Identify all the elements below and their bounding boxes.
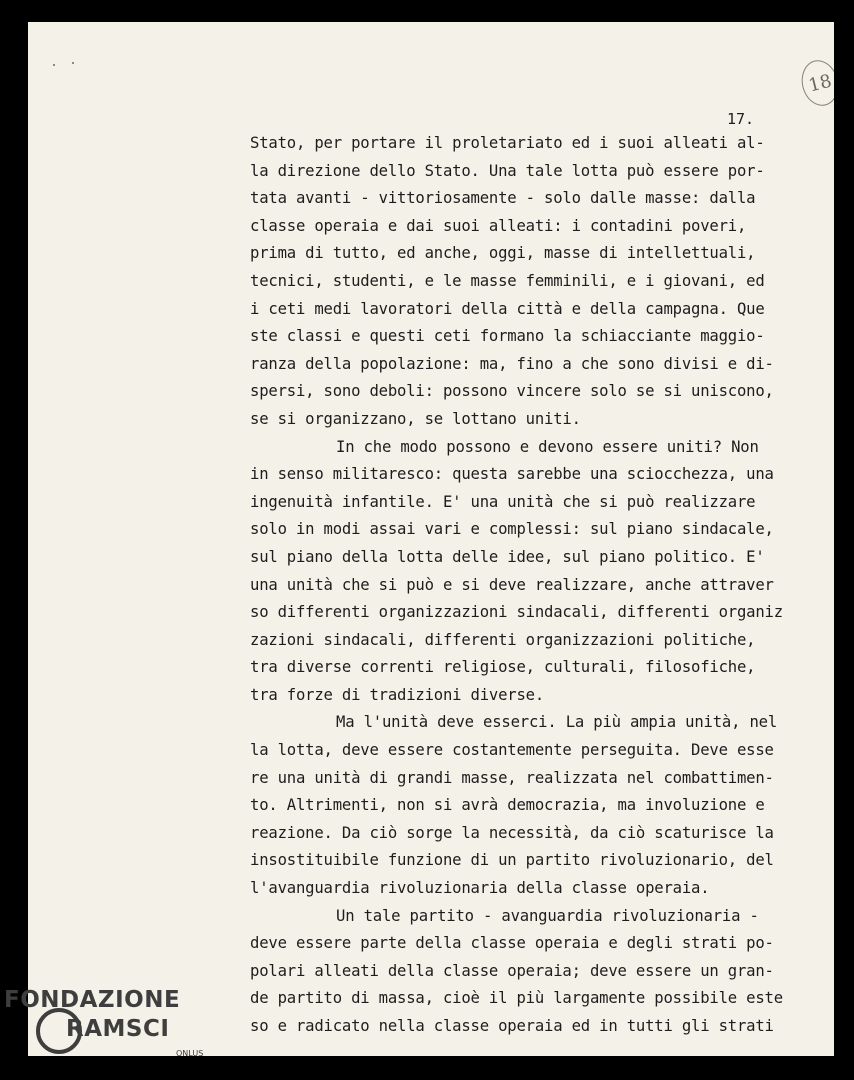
text-line: classe operaia e dai suoi alleati: i contadini poveri, — [250, 216, 747, 235]
text-line: Stato, per portare il proletariato ed i suoi alleati al- — [250, 134, 765, 152]
text-line: insostituibile funzione di un partito rivoluzionario, del — [250, 851, 774, 870]
text-line: i ceti medi lavoratori della città e della campagna. Que — [250, 299, 765, 318]
text-line: re una unità di grandi masse, realizzata nel combattimen- — [250, 768, 774, 787]
text-line: so differenti organizzazioni sindacali, differenti organiz — [250, 603, 783, 622]
watermark-onlus: ONLUS — [176, 1049, 204, 1058]
paper-speck — [72, 62, 74, 64]
text-line: prima di tutto, ed anche, oggi, masse di intellettuali, — [250, 244, 756, 263]
paragraph-start-line: Ma l'unità deve esserci. La più ampia unità, nel — [336, 713, 778, 732]
text-line: polari alleati della classe operaia; deve essere un gran- — [250, 961, 774, 980]
text-line: ste classi e questi ceti formano la schiacciante maggio- — [250, 327, 765, 346]
paragraph-start-line: Un tale partito - avanguardia rivoluzionaria - — [336, 906, 759, 925]
text-line: de partito di massa, cioè il più largamente possibile este — [250, 989, 783, 1008]
g-logo-icon — [36, 1008, 82, 1054]
text-line: la direzione dello Stato. Una tale lotta può essere por- — [250, 161, 765, 180]
text-line: zazioni sindacali, differenti organizzazioni politiche, — [250, 630, 756, 649]
text-line: deve essere parte della classe operaia e degli strati po- — [250, 934, 774, 953]
text-line: tra forze di tradizioni diverse. — [250, 685, 545, 704]
text-line: solo in modi assai vari e complessi: sul piano sindacale, — [250, 520, 774, 539]
document-page — [28, 22, 834, 1056]
text-line: una unità che si può e si deve realizzare, anche attraver — [250, 575, 774, 594]
page-number: 17. — [727, 110, 755, 128]
text-line: ranza della popolazione: ma, fino a che sono divisi e di- — [250, 354, 774, 373]
text-line: so e radicato nella classe operaia ed in tutti gli strati — [250, 1017, 774, 1035]
text-line: tecnici, studenti, e le masse femminili, e i giovani, ed — [250, 271, 765, 290]
text-line: se si organizzano, se lottano uniti. — [250, 409, 581, 428]
text-line: sul piano della lotta delle idee, sul piano politico. E' — [250, 547, 765, 566]
text-line: tata avanti - vittoriosamente - solo dalle masse: dalla — [250, 189, 756, 208]
text-line: ingenuità infantile. E' una unità che si può realizzare — [250, 492, 756, 511]
paper-speck — [53, 64, 55, 66]
text-line: reazione. Da ciò sorge la necessità, da ciò scaturisce la — [250, 823, 774, 842]
text-line: l'avanguardia rivoluzionaria della classe operaia. — [250, 879, 710, 898]
paragraph-start-line: In che modo possono e devono essere uniti? Non — [336, 437, 759, 456]
fondazione-gramsci-watermark — [4, 986, 180, 1044]
text-line: in senso militaresco: questa sarebbe una sciocchezza, una — [250, 465, 774, 484]
text-line: tra diverse correnti religiose, culturali, filosofiche, — [250, 658, 756, 677]
text-line: spersi, sono deboli: possono vincere solo se si uniscono, — [250, 382, 774, 401]
watermark-line-2: RAMSCI — [66, 1016, 170, 1042]
text-line: la lotta, deve essere costantemente perseguita. Deve esse — [250, 741, 774, 760]
watermark-line-1: FONDAZIONE — [4, 987, 181, 1013]
text-line: to. Altrimenti, non si avrà democrazia, ma involuzione e — [250, 796, 765, 815]
archive-number-stamp: 18 — [797, 56, 834, 109]
typewritten-text — [250, 130, 810, 1041]
